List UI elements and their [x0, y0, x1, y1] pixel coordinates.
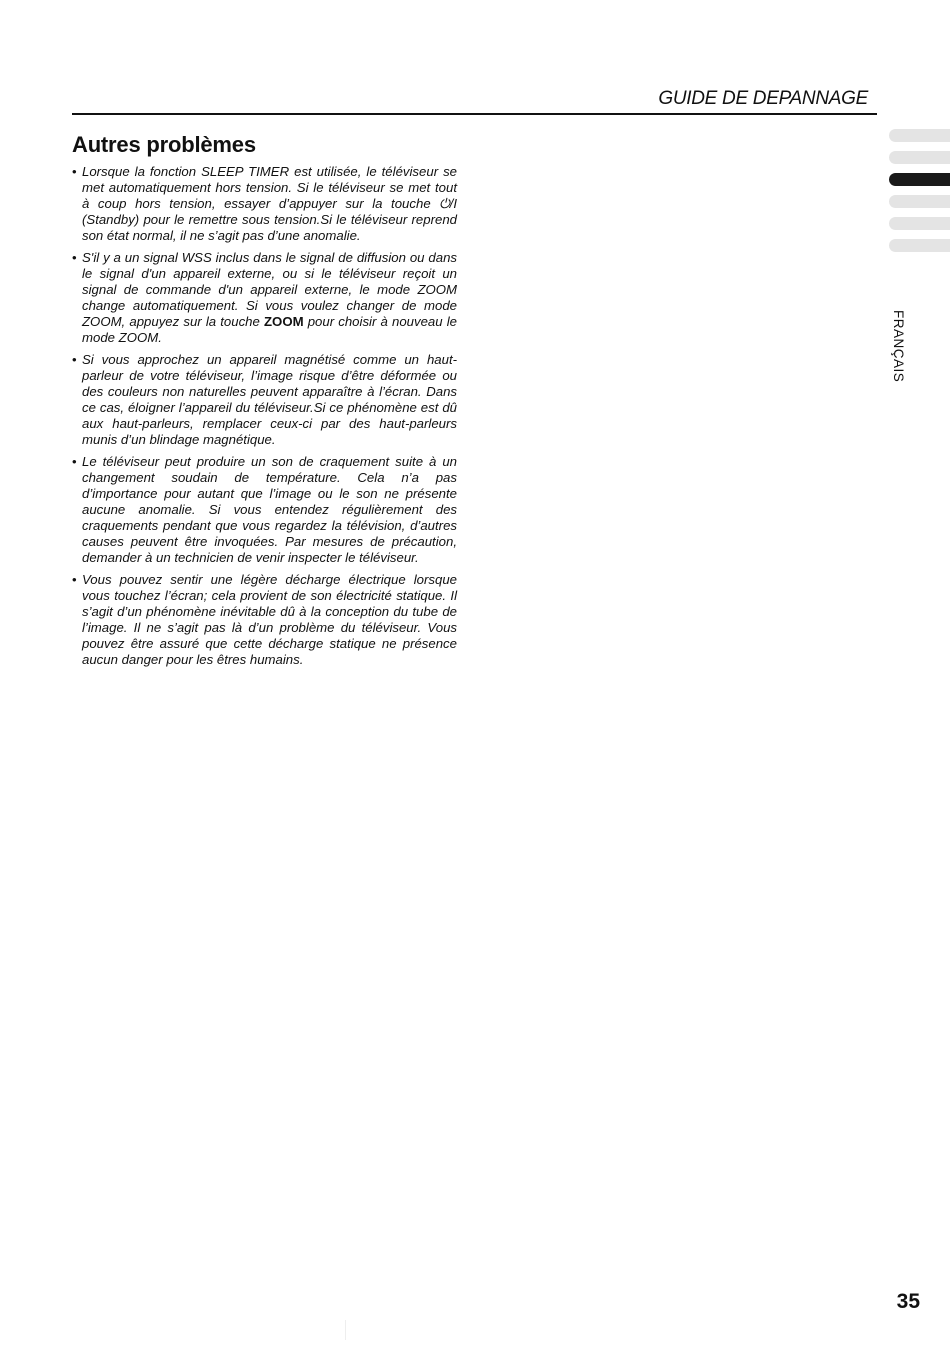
item-text: Lorsque la fonction SLEEP TIMER est utilisée, le téléviseur se met automatiquement hors tension. Si le téléviseur se met tout à coup hors tension, essayer d’appuyer sur la touche ⏻/I (Standby) pour le remettre sous tension.Si le téléviseur reprend son état normal, il ne s’agit pas d’une anomalie.	[82, 164, 457, 243]
section-heading: Autres problèmes	[72, 132, 256, 157]
item-text-continued: pour choisir à nouveau le mode ZOOM.	[82, 314, 457, 345]
list-item	[72, 572, 457, 668]
section-tab	[889, 151, 950, 164]
section-tab	[889, 195, 950, 208]
section-tab	[889, 129, 950, 142]
section-tab-active	[889, 173, 950, 186]
item-text: Vous pouvez sentir une légère décharge électrique lorsque vous touchez l’écran; cela provient de son électricité statique. Il s’agit d’un phénomène inévitable dû à la conception du tube de l’image. Il ne s’agit pas là d’un problème du téléviseur. Vous pouvez être assuré que cette décharge statique ne présence aucun danger pour les êtres humains.	[82, 572, 457, 667]
list-item	[72, 352, 457, 448]
page-number: 35	[896, 1290, 920, 1313]
section-tab-strip	[889, 129, 950, 261]
zoom-key-label: ZOOM	[264, 314, 304, 329]
list-item	[72, 164, 457, 244]
section-tab	[889, 217, 950, 230]
language-label: FRANÇAIS	[891, 310, 906, 383]
center-tick-mark	[345, 1320, 346, 1340]
list-item	[72, 454, 457, 566]
list-item	[72, 250, 457, 346]
item-text: Le téléviseur peut produire un son de craquement suite à un changement soudain de température. Cela n’a pas d’importance pour autant que l’image ou le son ne présente aucune anomalie. Si vous entendez régulièrement des craquements pendant que vous regardez la télévision, d’autres causes peuvent être invoquées. Par mesures de précaution, demander à un technicien de venir inspecter le téléviseur.	[82, 454, 457, 565]
section-tab	[889, 239, 950, 252]
header-rule	[72, 113, 877, 115]
page-header-title: GUIDE DE DEPANNAGE	[658, 88, 868, 109]
item-text: S'il y a un signal WSS inclus dans le signal de diffusion ou dans le signal d'un appareil externe, ou si le téléviseur reçoit un signal de commande d'un appareil externe, le mode ZOOM change automatiquement. Si vous voulez changer de mode ZOOM, appuyez sur la touche	[82, 250, 457, 329]
item-text: Si vous approchez un appareil magnétisé comme un haut-parleur de votre téléviseur, l’image risque d’être déformée ou des couleurs non naturelles peuvent apparaître à l’écran. Dans ce cas, éloigner l’appareil du téléviseur.Si ce phénomène est dû aux haut-parleurs, remplacer ceux-ci par des haut-parleurs munis d’un blindage magnétique.	[82, 352, 457, 447]
troubleshooting-list	[72, 164, 457, 674]
